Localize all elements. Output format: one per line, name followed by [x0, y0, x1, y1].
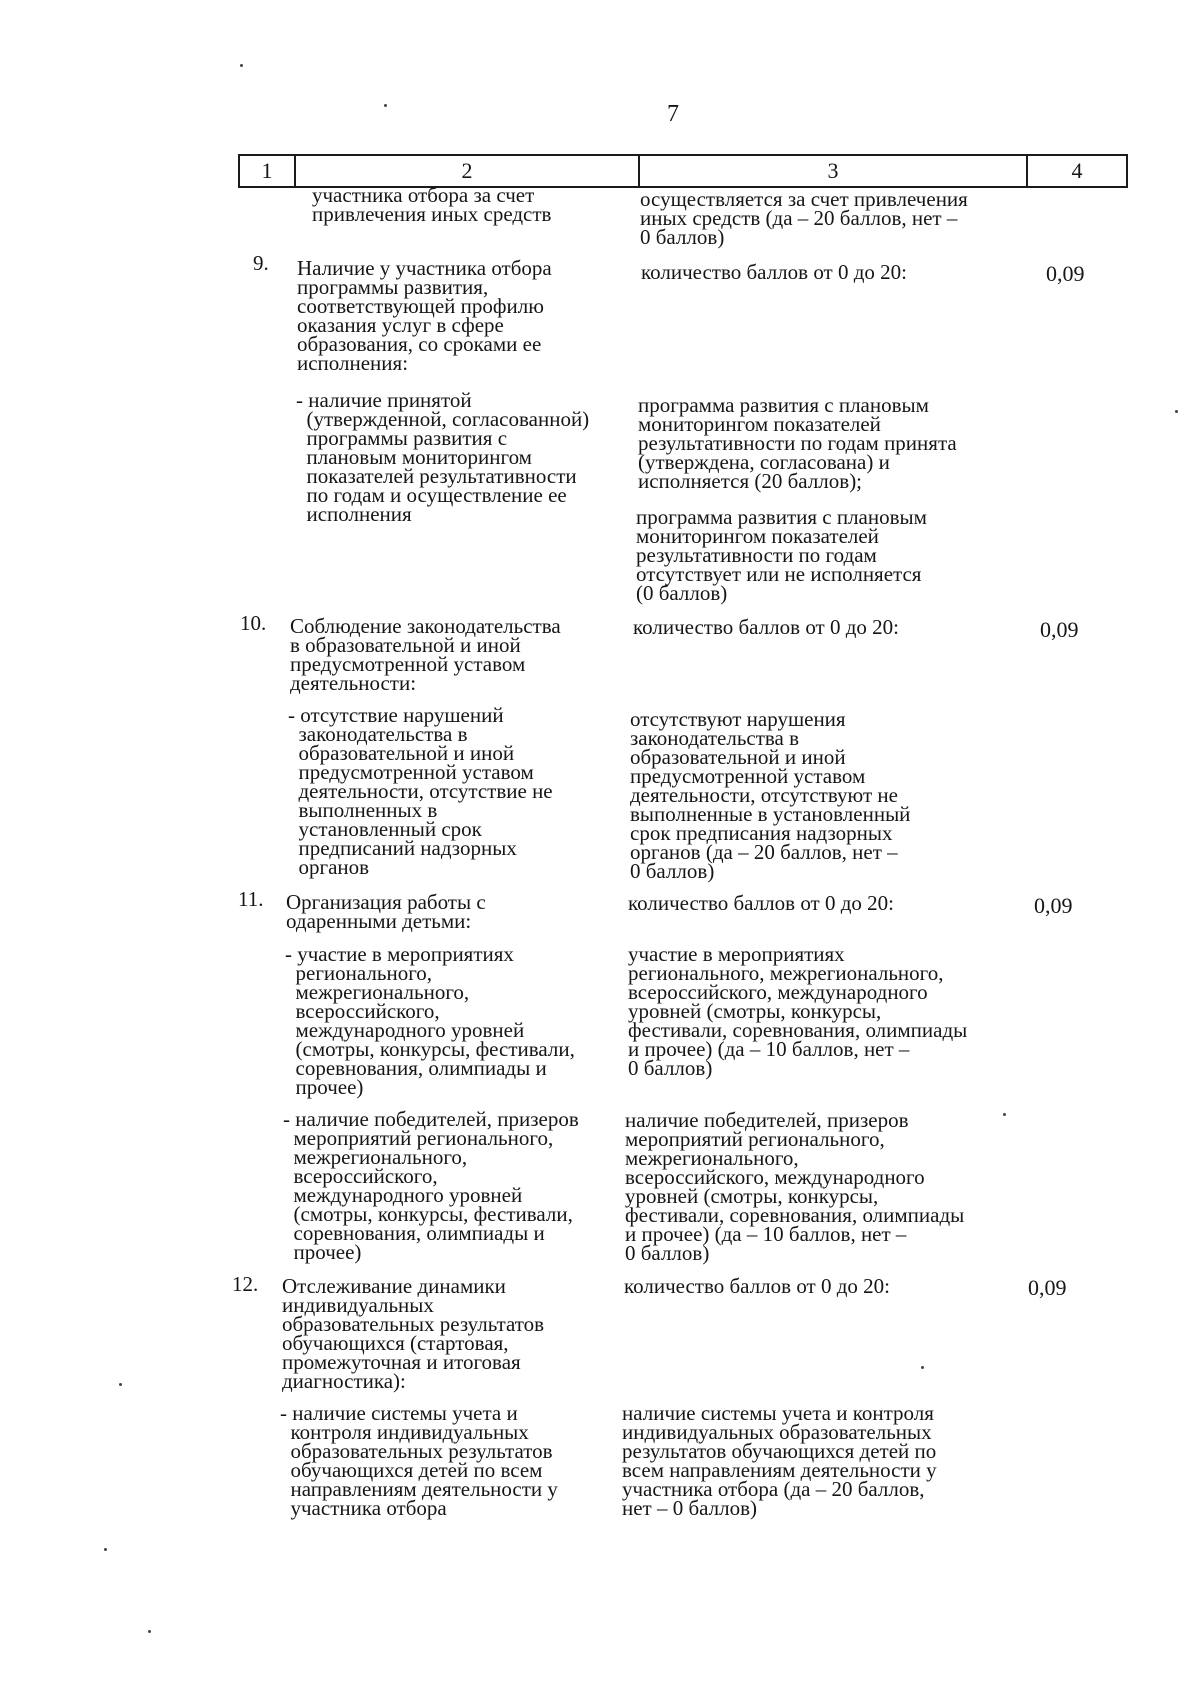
indicator-text: - наличие победителей, призеров мероприятий регионального, межрегионального, всероссийского, международного уровней (смотры, конкурсы, фестивали, соревнования, олимпиады и прочее) [283, 1107, 579, 1264]
sub-criteria [628, 942, 968, 1080]
scan-speck [240, 64, 243, 67]
criteria-text: отсутствуют нарушения законодательства в образовательной и иной предусмотренной уставом деятельности, отсутствуют не выполненные в установленный срок предписания надзорных органов (да – 20 баллов, нет – 0 баллов) [630, 707, 911, 883]
sub-indicator [285, 942, 575, 1099]
continuation-criterion [312, 183, 552, 226]
row-score-rule [633, 615, 899, 639]
row-weight: 0,09 [1040, 617, 1079, 642]
criterion-text: Отслеживание динамики индивидуальных образовательных результатов обучающихся (стартовая, промежуточная и итоговая диагностика): [282, 1274, 545, 1393]
header-col-2: 2 [461, 158, 473, 183]
criterion-text: Наличие у участника отбора программы развития, соответствующей профилю оказания услуг в сфере образования, со сроками ее исполнения: [297, 256, 552, 375]
criteria-text: программа развития с плановым мониторингом показателей результативности по годам отсутствует или не исполняется (0 баллов) [636, 505, 927, 605]
sub-indicator [288, 703, 553, 879]
sub-criteria [625, 1108, 965, 1265]
row-score-rule [628, 891, 894, 915]
sub-criteria [630, 707, 911, 883]
row-number: 11. [238, 887, 264, 911]
score-rule-text: количество баллов от 0 до 20: [641, 260, 907, 284]
score-rule-text: количество баллов от 0 до 20: [633, 615, 899, 639]
row-number: 10. [240, 611, 267, 635]
criteria-text: программа развития с плановым мониторингом показателей результативности по годам принята (утверждена, согласована) и исполняется (20 баллов); [638, 393, 957, 493]
row-number: 9. [253, 251, 269, 275]
scan-speck [119, 1383, 122, 1386]
score-rule-text: количество баллов от 0 до 20: [624, 1274, 890, 1298]
sub-indicator [280, 1401, 558, 1520]
criterion-text: Организация работы с одаренными детьми: [286, 890, 486, 933]
scan-speck [384, 104, 387, 107]
row-score-rule [624, 1274, 890, 1298]
page-number: 7 [667, 101, 679, 127]
row-number: 12. [232, 1272, 259, 1296]
sub-criteria [636, 505, 927, 605]
criterion-text: Соблюдение законодательства в образовательной и иной предусмотренной уставом деятельности: [290, 614, 561, 695]
header-col-4: 4 [1071, 158, 1083, 183]
row-weight: 0,09 [1046, 261, 1085, 286]
criteria-text: наличие системы учета и контроля индивидуальных образовательных результатов обучающихся детей по всем направлениям деятельности у участника отбора (да – 20 баллов, нет – 0 баллов) [622, 1401, 937, 1520]
scan-speck [1175, 410, 1178, 413]
row-criterion [286, 890, 486, 933]
sub-indicator [296, 388, 590, 526]
header-col-3: 3 [827, 158, 839, 183]
scan-speck [1003, 1113, 1006, 1116]
score-rule-text: количество баллов от 0 до 20: [628, 891, 894, 915]
scan-speck [104, 1548, 107, 1551]
criteria-text: участие в мероприятиях регионального, межрегионального, всероссийского, международного уровней (смотры, конкурсы, фестивали, соревнования, олимпиады и прочее) (да – 10 баллов, нет – 0 баллов) [628, 942, 968, 1080]
score-rule-text: осуществляется за счет привлечения иных средств (да – 20 баллов, нет – 0 баллов) [640, 187, 968, 249]
criteria-text: наличие победителей, призеров мероприятий регионального, межрегионального, всероссийского, международного уровней (смотры, конкурсы, фестивали, соревнования, олимпиады и прочее) (да – 10 баллов, нет – 0 баллов) [625, 1108, 965, 1265]
row-criterion [282, 1274, 545, 1393]
indicator-text: - наличие принятой (утвержденной, согласованной) программы развития с плановым мониторингом показателей результативности по годам и осуществление ее исполнения [296, 388, 590, 526]
row-weight: 0,09 [1034, 893, 1073, 918]
sub-criteria [622, 1401, 937, 1520]
row-criterion [290, 614, 561, 695]
sub-indicator [283, 1107, 579, 1264]
continuation-score [640, 187, 968, 249]
row-weight: 0,09 [1028, 1275, 1067, 1300]
indicator-text: - отсутствие нарушений законодательства в образовательной и иной предусмотренной уставом деятельности, отсутствие не выполненных в установленный срок предписаний надзорных органов [288, 703, 553, 879]
indicator-text: - наличие системы учета и контроля индивидуальных образовательных результатов обучающихся детей по всем направлениям деятельности у участника отбора [280, 1401, 558, 1520]
row-score-rule [641, 260, 907, 284]
row-criterion [297, 256, 552, 375]
scan-speck [921, 1366, 924, 1369]
sub-criteria [638, 393, 957, 493]
header-col-1: 1 [261, 158, 273, 183]
scan-speck [148, 1630, 151, 1633]
indicator-text: - участие в мероприятиях регионального, межрегионального, всероссийского, международного уровней (смотры, конкурсы, фестивали, соревнования, олимпиады и прочее) [285, 942, 575, 1099]
criterion-text: участника отбора за счет привлечения иных средств [312, 183, 552, 226]
